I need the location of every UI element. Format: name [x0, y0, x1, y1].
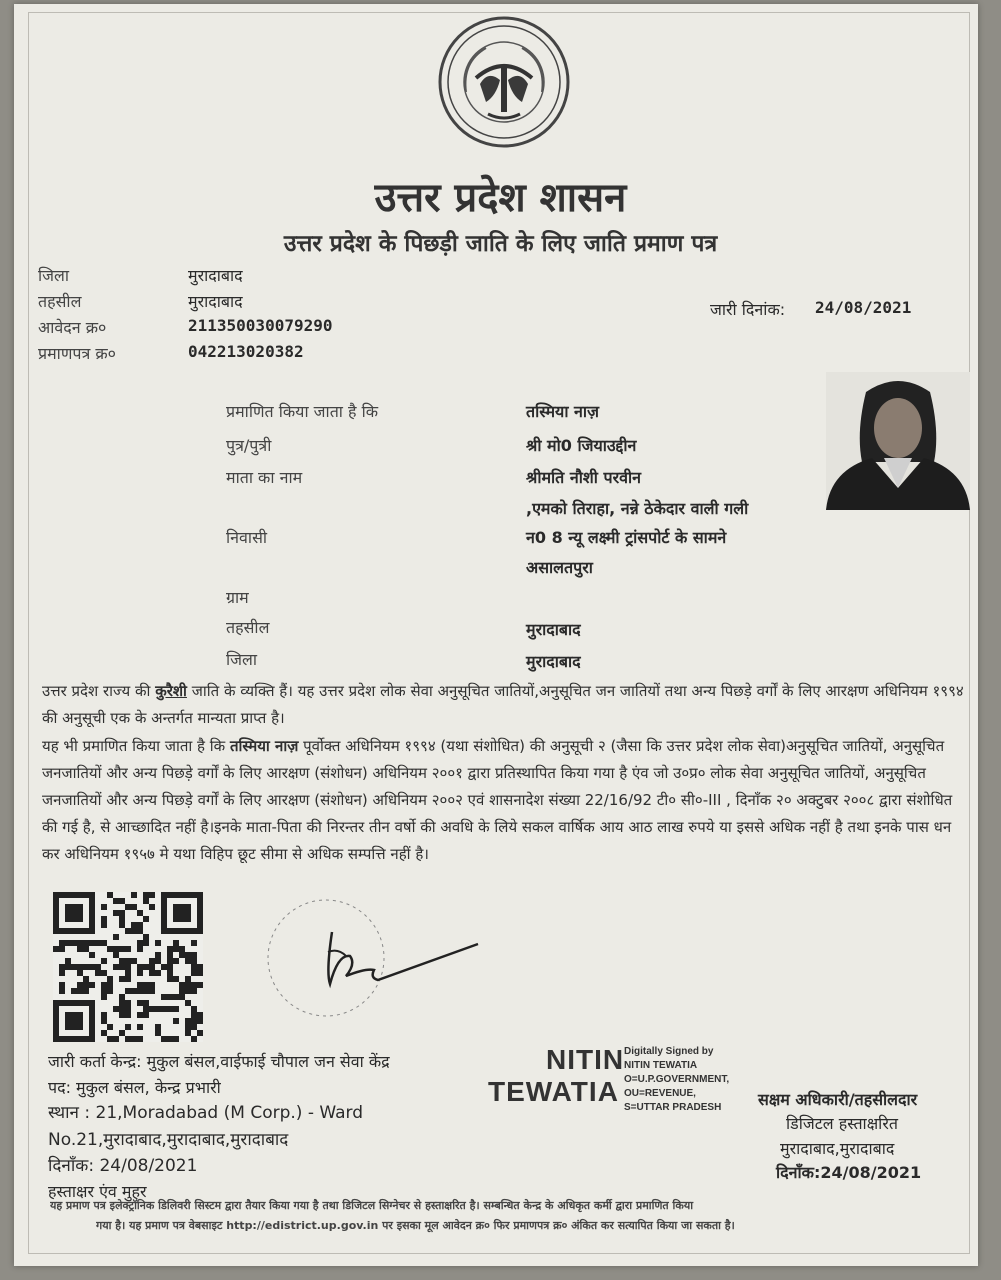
district-label: जिला [38, 266, 70, 285]
caste-name: कुरैशी [155, 682, 187, 700]
authority-designation: सक्षम अधिकारी/तहसीलदार [758, 1090, 918, 1109]
address-line-2: न0 8 न्यू लक्ष्मी ट्रांसपोर्ट के सामने [526, 528, 727, 547]
father-name: श्री मो0 जियाउद्दीन [526, 436, 637, 455]
application-number-label: आवेदन क्र० [38, 318, 107, 337]
certificate-number-label: प्रमाणपत्र क्र० [38, 344, 116, 363]
up-government-seal-icon [436, 14, 572, 150]
digital-signer-last-name: TEWATIA [488, 1076, 619, 1107]
tehsil-label: तहसील [38, 292, 82, 311]
certified-label: प्रमाणित किया जाता है कि [226, 402, 379, 421]
digital-signer-first-name: NITIN [546, 1044, 625, 1075]
mother-label: माता का नाम [226, 468, 303, 487]
certificate-number-value: 042213020382 [188, 342, 304, 361]
page-title: उत्तर प्रदेश शासन [374, 175, 627, 221]
certification-paragraph: यह भी प्रमाणित किया जाता है कि तस्मिया नाज़ पूर्वोक्त अधिनियम १९९४ (यथा संशोधित) की अनुसूची २ (जैसा कि उत्तर प्रदेश लोक सेवा)अनुसूचित जातियों, अनुसूचित जनजातियों और अन्य पिछड़े वर्गों के लिए आरक्षण (संशोधन) अधिनियम २००१ द्वारा प्रतिस्थापित किया गया है एंव जो उ०प्र० लोक सेवा अनुसूचित जातियों, अनुसूचित जनजातियों और अन्य पिछड़े वर्गों के लिए आरक्षण (संशोधन) अधिनियम २००२ एवं शासनादेश संख्या 22/16/92 टी० सी०-III , दिनाँक २० अक्टुबर २००८ द्वारा संशोधित की गई है, से आच्छादित नहीं है।इनके माता-पिता की निरन्तर तीन वर्षो की अवधि के लिये सकल वार्षिक आय आठ लाख रुपये या इससे अधिक नहीं है तथा इनके पास धन कर अधिनियम १९५७ मे यथा विहिप छूट सीमा से अधिक सम्पत्ति नहीं है। [42, 737, 953, 863]
digital-signature-detail-3: O=U.P.GOVERNMENT, [624, 1074, 730, 1085]
digital-signature-detail-2: NITIN TEWATIA [624, 1060, 698, 1071]
caste-paragraph: उत्तर प्रदेश राज्य की कुरैशी जाति के व्यक्ति हैं। यह उत्तर प्रदेश लोक सेवा अनुसूचित जातियों,अनुसूचित जन जातियों तथा अन्य पिछड़े वर्गों के लिए आरक्षण अधिनियम १९९४ की अनुसूची एक के अन्तर्गत मान्यता प्राप्त है। [42, 682, 964, 727]
authority-digital-signed: डिजिटल हस्ताक्षरित [786, 1114, 898, 1133]
certificate-subtitle: उत्तर प्रदेश के पिछड़ी जाति के लिए जाति प्रमाण पत्र [283, 231, 718, 257]
issuer-place-line-2: No.21,मुरादाबाद,मुरादाबाद,मुरादाबाद [48, 1130, 289, 1150]
issuer-date: दिनाँक: 24/08/2021 [48, 1156, 198, 1176]
footer-note-line-1: यह प्रमाण पत्र इलेक्ट्रॉनिक डिलिवरी सिस्टम द्वारा तैयार किया गया है तथा डिजिटल सिग्नेचर से हस्ताक्षरित है। सम्बन्धित केन्द्र के अधिकृत कर्मी द्वारा प्रमाणित किया [50, 1199, 694, 1212]
village-label: ग्राम [226, 588, 249, 607]
detail-tehsil-value: मुरादाबाद [526, 620, 581, 639]
signature-stamp-label: हस्ताक्षर एंव मुहर [48, 1182, 147, 1201]
paragraph-applicant-name: तस्मिया नाज़ [229, 737, 299, 755]
qr-code[interactable] [50, 892, 206, 1042]
digital-signature-detail-4: OU=REVENUE, [624, 1088, 696, 1099]
detail-district-value: मुरादाबाद [526, 652, 581, 671]
issuer-place-line-1: स्थान : 21,Moradabad (M Corp.) - Ward [48, 1103, 363, 1123]
digital-signature-detail-5: S=UTTAR PRADESH [624, 1102, 722, 1113]
handwritten-signature [262, 892, 502, 1032]
issuer-post: पद: मुकुल बंसल, केन्द्र प्रभारी [48, 1078, 221, 1097]
application-number-value: 211350030079290 [188, 316, 333, 335]
applicant-photo [826, 372, 970, 510]
issue-date-value: 24/08/2021 [815, 298, 912, 317]
detail-district-label: जिला [226, 650, 258, 669]
tehsil-value: मुरादाबाद [188, 292, 243, 311]
issue-date-label: जारी दिनांक: [710, 300, 786, 319]
authority-date: दिनाँक:24/08/2021 [776, 1163, 922, 1182]
digital-signature-detail-1: Digitally Signed by [624, 1046, 714, 1057]
authority-location: मुरादाबाद,मुरादाबाद [780, 1139, 895, 1158]
address-line-3: असालतपुरा [526, 558, 593, 577]
issuing-centre: जारी कर्ता केन्द्र: मुकुल बंसल,वाईफाई चौपाल जन सेवा केंद्र [48, 1052, 390, 1071]
district-value: मुरादाबाद [188, 266, 243, 285]
mother-name: श्रीमति नौशी परवीन [526, 468, 642, 487]
address-line-1: ,एमको तिराहा, नन्ने ठेकेदार वाली गली [526, 499, 749, 518]
detail-tehsil-label: तहसील [226, 618, 270, 637]
footer-note-line-2: गया है। यह प्रमाण पत्र वेबसाइट http://edistrict.up.gov.in पर इसका मूल आवेदन क्र० फिर प्रमाणपत्र क्र० अंकित कर सत्यापित किया जा सकता है। [96, 1219, 735, 1232]
applicant-name: तस्मिया नाज़ [526, 402, 599, 421]
resident-label: निवासी [226, 528, 268, 547]
son-daughter-label: पुत्र/पुत्री [226, 436, 272, 455]
